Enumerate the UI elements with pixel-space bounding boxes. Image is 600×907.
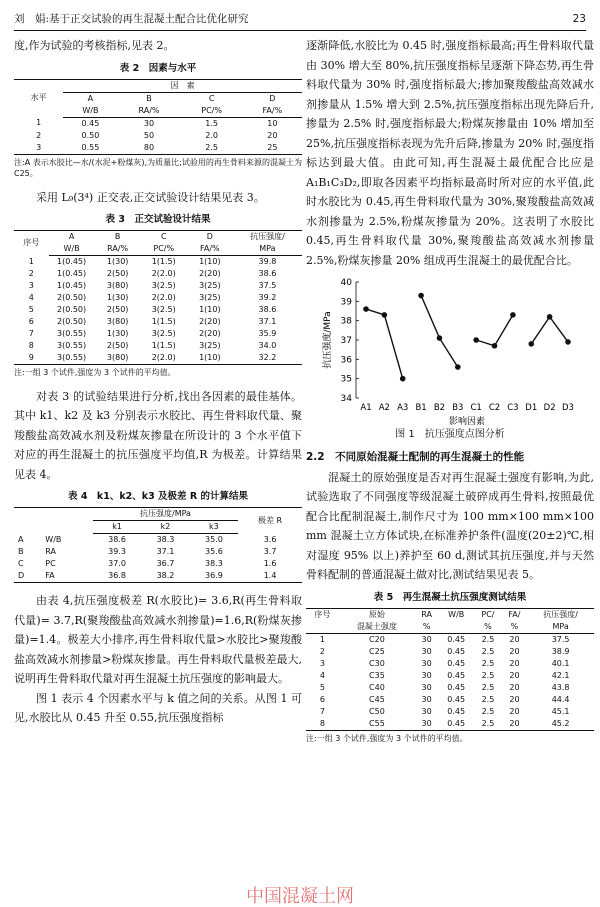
table-row — [306, 706, 594, 718]
table-cell: 38.9 — [551, 646, 570, 656]
level-header: 水平 — [14, 79, 63, 117]
table2-note: 注:A 表示水胶比—水/(水泥+粉煤灰),为质量比;试验用的再生骨料来源的混凝土为 C25。 — [14, 157, 302, 178]
table4-caption: 表 4 k1、k2、k3 及极差 R 的计算结果 — [68, 491, 248, 502]
table-cell: 20 — [502, 718, 528, 731]
running-title: 刘 娟:基于正交试验的再生混凝土配合比优化研究 — [14, 13, 249, 25]
unit-b: RA/% — [118, 105, 181, 118]
right-column — [306, 36, 594, 744]
x-tick-label: A2 — [378, 403, 390, 413]
table5 — [306, 608, 594, 731]
table-cell: 39.2 — [258, 293, 277, 302]
cell: 2 — [36, 130, 42, 140]
y-axis-label: 抗压强度/MPa — [323, 311, 333, 369]
table-cell: 2.5 — [474, 718, 501, 731]
table-cell: D — [14, 570, 41, 583]
table-row — [306, 694, 594, 706]
table-cell: 30 — [421, 694, 432, 704]
table-cell: C55 — [339, 718, 415, 731]
table5-header — [306, 621, 339, 634]
table-cell: 3(2.5) — [151, 281, 176, 290]
table-cell: 3 — [28, 281, 34, 290]
y-tick-label: 34 — [340, 394, 352, 404]
table-cell: 1(1.5) — [151, 257, 176, 266]
cell: 25 — [243, 142, 302, 155]
table-cell: 34.0 — [258, 341, 277, 350]
table-cell: C50 — [369, 706, 385, 716]
k2-header: k2 — [141, 521, 189, 534]
data-point — [418, 293, 424, 299]
table-cell: 30 — [421, 658, 432, 668]
table-cell: 7 — [28, 329, 34, 338]
table-cell: 8 — [28, 341, 34, 350]
table5-header: 抗压强度/ — [527, 608, 594, 621]
x-tick-label: A1 — [360, 403, 372, 413]
cell: 50 — [143, 130, 155, 140]
table-cell: 1(30) — [106, 293, 129, 302]
data-point — [528, 341, 534, 347]
table5-header: 混凝土强度 — [339, 621, 415, 634]
table-cell: 3(80) — [106, 281, 129, 290]
table-row — [14, 117, 302, 130]
table-row — [14, 352, 302, 365]
table-cell: 35.0 — [205, 535, 223, 544]
series-line — [366, 309, 403, 379]
table-cell: 2(50) — [106, 341, 129, 350]
table-row — [306, 682, 594, 694]
table5-header: RA — [415, 608, 438, 621]
table-row — [14, 142, 302, 155]
table-cell: 7 — [319, 706, 325, 716]
table-cell: 36.7 — [156, 559, 175, 568]
table-cell: 1(30) — [106, 329, 129, 338]
table-row — [14, 570, 302, 583]
watermark: 中国混凝土网 — [246, 886, 354, 907]
table-cell: W/B — [45, 534, 62, 544]
table-cell: B — [18, 547, 24, 556]
table3-caption: 表 3 正交试验设计结果 — [105, 214, 211, 225]
table-cell: 1(0.45) — [57, 269, 87, 278]
table-row — [14, 316, 302, 328]
table-row — [306, 646, 594, 658]
x-tick-label: D1 — [525, 403, 538, 413]
factor-c: C — [141, 231, 187, 244]
table-cell: 2(0.50) — [57, 293, 87, 302]
table-cell: 2(20) — [199, 269, 221, 278]
range-header: 极差 R — [238, 508, 302, 534]
table-cell: 36.8 — [93, 570, 141, 583]
table-cell: 4 — [319, 670, 325, 680]
series-line — [531, 317, 568, 344]
table5-header: % — [415, 621, 438, 634]
table-cell: 3(2.5) — [151, 329, 176, 338]
y-tick-label: 37 — [340, 336, 352, 346]
cell: 1 — [36, 118, 42, 128]
table-row — [14, 268, 302, 280]
table-cell: 38.6 — [108, 535, 126, 544]
table-cell: 3(0.55) — [49, 352, 95, 365]
y-tick-label: 39 — [340, 297, 352, 308]
table-cell: 3 — [319, 658, 325, 668]
cell: 1.5 — [205, 118, 218, 128]
factor-a: A — [49, 231, 95, 244]
table-cell: 2.5 — [481, 646, 495, 656]
y-tick-label: 40 — [340, 278, 352, 288]
table-cell: 35.9 — [258, 329, 277, 338]
table-cell: 2.5 — [481, 706, 495, 716]
table-row — [14, 328, 302, 340]
table5-header: 序号 — [306, 608, 339, 621]
table-cell: 2(2.0) — [151, 269, 176, 278]
series-line — [476, 315, 513, 346]
table-cell: 2 — [319, 646, 325, 656]
cell: 30 — [143, 118, 155, 128]
table-row — [14, 558, 302, 570]
table-cell: 2.5 — [481, 658, 495, 668]
table-cell: 30 — [415, 718, 438, 731]
table-cell: 35.6 — [205, 547, 223, 556]
table-cell: 39.3 — [108, 547, 126, 556]
data-point — [565, 339, 571, 345]
table-cell: 39.8 — [258, 257, 277, 266]
table-cell: 0.45 — [447, 658, 466, 668]
table-cell: 0.45 — [447, 694, 466, 704]
table-cell: 45.1 — [551, 706, 570, 716]
paragraph: 由表 4,抗压强度极差 R(水胶比)= 3.6,R(再生骨料取代量)= 3.7,R(聚羧酸盐高效减水剂掺量)=1.6,R(粉煤灰掺量)=1.4。极差大小排序,再生骨料取代量>水胶比>聚羧酸盐高效减水剂掺量>粉煤灰掺量。再生骨料取代量极差最大,说明再生骨料取代量对再生混凝土抗压强度的影响最大。 — [14, 594, 302, 685]
table-cell: 38.2 — [141, 570, 189, 583]
table-cell: 2(20) — [199, 317, 221, 326]
table-row — [14, 534, 302, 547]
factor-d: D — [269, 93, 276, 103]
table-cell: 5 — [319, 682, 325, 692]
table-cell: 3(25) — [199, 341, 221, 350]
paragraph: 图 1 表示 4 个因素水平与 k 值之间的关系。从图 1 可见,水胶比从 0.45 升至 0.55,抗压强度指标 — [14, 691, 302, 724]
table-cell: 30 — [421, 646, 432, 656]
table5-header: MPa — [527, 621, 594, 634]
table-cell: 1 — [28, 256, 34, 266]
table-cell: 30 — [421, 670, 432, 680]
table-cell: 2(2.0) — [151, 293, 176, 302]
strength-unit: MPa — [233, 243, 302, 256]
table-cell: A — [18, 534, 24, 544]
table-cell: 44.4 — [551, 694, 570, 704]
cell: 0.45 — [81, 118, 100, 128]
table-row — [14, 130, 302, 142]
table-cell: 6 — [28, 317, 34, 326]
table-cell: 1(30) — [106, 257, 129, 266]
table5-header: FA/ — [502, 608, 528, 621]
cell: 20 — [267, 130, 278, 140]
data-point — [455, 364, 461, 370]
table-cell: RA — [45, 547, 57, 556]
table-cell: 30 — [421, 706, 432, 716]
table-cell: 37.1 — [156, 547, 175, 556]
y-tick-label: 35 — [340, 374, 352, 385]
table-cell: 3(25) — [199, 293, 221, 302]
table-cell: 20 — [509, 694, 520, 704]
table-row — [14, 292, 302, 304]
table-cell: 20 — [509, 670, 520, 680]
table3-note: 注:一组 3 个试件,强度为 3 个试件的平均值。 — [14, 368, 176, 377]
table-cell: 3(2.5) — [151, 305, 176, 314]
paragraph: 采用 L₉(3⁴) 正交表,正交试验设计结果见表 3。 — [36, 190, 265, 204]
table5-header: % — [474, 621, 501, 634]
table-cell: 36.9 — [190, 570, 238, 583]
table-row — [14, 340, 302, 352]
table-cell: 30 — [421, 682, 432, 692]
table-cell: 2(0.50) — [57, 317, 87, 326]
unit-c: PC/% — [181, 105, 243, 118]
figure-1 — [306, 276, 594, 426]
table-cell: 5 — [28, 305, 34, 314]
paragraph: 逐渐降低,水胶比为 0.45 时,强度指标最高;再生骨料取代量由 30% 增大至 80%,抗压强度指标呈逐渐下降态势,再生骨料取代量为 30% 时,强度指标最大;掺加聚羧酸盐高效减水剂掺量从 1.5% 增大到 2.5%,抗压强度指标出现先降后升,掺量为 2.5% 时,强度指标最大;粉煤灰掺量由 10% 增加至 25%,抗压强度指标表现为先升后降,掺量为 20% 时,强度指标达到最大值。由此可知,再生混凝土最优配合比应是 A₁B₁C₃D₂,即取各因素平均指标最高时所对应的水平值,此时水胶比为 0.45,再生骨料取代量为 30%,聚羧酸盐高效减水剂掺量为 2.5%,粉煤灰掺量为 20%。这表明了水胶比 0.45,再生骨料取代量 30%,聚羧酸盐高效减水剂掺量 2.5%,粉煤灰掺量 20% 组成再生混凝土的最优配合比。 — [306, 39, 594, 267]
table-cell: 1(10) — [199, 305, 221, 314]
strength-header: 抗压强度/MPa — [93, 508, 238, 521]
table5-caption: 表 5 再生混凝土抗压强度测试结果 — [373, 591, 527, 603]
table-cell: 40.1 — [551, 658, 570, 668]
table-cell: 2(20) — [199, 329, 221, 338]
table-cell: 38.6 — [258, 305, 277, 314]
x-tick-label: C1 — [470, 403, 482, 413]
table-cell: 20 — [509, 706, 520, 716]
table-cell: 30 — [421, 634, 432, 644]
table-cell: 0.45 — [447, 634, 466, 644]
page-number: 23 — [572, 13, 586, 25]
table-cell: 3(25) — [199, 281, 221, 290]
table-cell: 0.45 — [447, 706, 466, 716]
table-cell: 45.2 — [527, 718, 594, 731]
table-cell: 32.2 — [233, 352, 302, 365]
y-tick-label: 38 — [340, 316, 352, 327]
table-cell: 20 — [509, 634, 520, 644]
x-tick-label: C3 — [507, 403, 519, 413]
table-row — [14, 304, 302, 316]
section-title: 2.2 不同原始混凝土配制的再生混凝土的性能 — [306, 451, 525, 463]
table-cell: 2(50) — [106, 305, 129, 314]
blank-header — [14, 508, 93, 534]
table-cell: 1.6 — [263, 559, 277, 568]
factor-header: 因 素 — [63, 79, 302, 92]
table-cell: C — [18, 559, 24, 568]
table-cell: 0.45 — [438, 718, 474, 731]
table-cell: 0.45 — [447, 646, 466, 656]
cell: 0.55 — [63, 142, 117, 155]
table-cell: 2(0.50) — [57, 305, 87, 314]
data-point — [510, 312, 516, 318]
table2-caption: 表 2 因素与水平 — [119, 62, 197, 74]
table-cell: 20 — [509, 658, 520, 668]
table-row — [306, 718, 594, 731]
table-cell: 2.5 — [481, 634, 495, 644]
table-cell: C45 — [369, 694, 385, 704]
table5-header: 原始 — [339, 608, 415, 621]
table-cell: 38.3 — [156, 535, 175, 544]
x-tick-label: A3 — [397, 403, 409, 413]
x-tick-label: D3 — [562, 403, 574, 413]
strength-chart — [306, 276, 594, 426]
paragraph: 对表 3 的试验结果进行分析,找出各因素的最佳基体。其中 k1、k2 及 k3 分别表示水胶比、再生骨料取代量、聚羧酸盐高效减水剂及粉煤灰掺量在所设计的 3 个水平值下对应的再生混凝土的抗压强度平均值,R 为极差。计算结果见表 4。 — [14, 389, 302, 481]
table-cell: 37.5 — [551, 634, 570, 644]
k3-header: k3 — [190, 521, 238, 534]
unit-d: FA/% — [187, 243, 233, 256]
factor-d: D — [187, 231, 233, 244]
table-cell: 43.8 — [551, 682, 570, 692]
strength-header: 抗压强度/ — [233, 231, 302, 244]
cell: 2.0 — [205, 130, 218, 140]
x-axis-label: 影响因素 — [448, 417, 486, 426]
x-tick-label: B3 — [452, 403, 464, 413]
x-tick-label: B1 — [415, 403, 427, 413]
x-tick-label: B2 — [433, 403, 446, 413]
intro-text: 度,作为试验的考核指标,见表 2。 — [14, 39, 175, 52]
k1-header: k1 — [93, 521, 141, 534]
table-cell: C20 — [369, 634, 385, 644]
table-cell: 38.6 — [258, 269, 277, 278]
data-point — [382, 312, 388, 318]
factor-b: B — [95, 231, 141, 244]
table-cell: 1(1.5) — [151, 341, 176, 350]
cell: 0.50 — [81, 130, 100, 140]
data-point — [473, 337, 479, 343]
table5-header: % — [502, 621, 528, 634]
table-cell: 2 — [28, 269, 34, 278]
table4 — [14, 507, 302, 583]
table-cell: 8 — [306, 718, 339, 731]
figure-caption: 图 1 抗压强度点图分析 — [395, 429, 505, 440]
x-tick-label: C2 — [488, 403, 501, 413]
table5-note: 注:一组 3 个试件,强度为 3 个试件的平均值。 — [306, 733, 468, 743]
table-cell: 3(0.55) — [57, 341, 87, 350]
table-cell: C40 — [369, 682, 385, 692]
table-cell: 37.0 — [108, 559, 126, 568]
cell: 80 — [118, 142, 181, 155]
data-point — [547, 314, 553, 320]
table-cell: FA — [41, 570, 93, 583]
table-cell: 3.7 — [263, 547, 277, 556]
table-row — [14, 256, 302, 269]
cell: 3 — [14, 142, 63, 155]
table3 — [14, 230, 302, 365]
table5-header: PC/ — [474, 608, 501, 621]
table-cell: 1(0.45) — [57, 281, 87, 290]
table-cell: 3(0.55) — [57, 329, 87, 338]
table-cell: 3.6 — [263, 534, 277, 544]
table-row — [306, 633, 594, 646]
unit-c: PC/% — [141, 243, 187, 256]
table-cell: 38.3 — [205, 559, 223, 568]
table-cell: 0.45 — [447, 682, 466, 692]
table-cell: 1(10) — [199, 257, 221, 266]
table-cell: 3(80) — [95, 352, 141, 365]
table-cell: 1 — [319, 634, 325, 644]
cell: 10 — [267, 118, 278, 128]
table-cell: 0.45 — [447, 670, 466, 680]
table-cell: 1(10) — [187, 352, 233, 365]
cell: 2.5 — [181, 142, 243, 155]
table-row — [306, 670, 594, 682]
table-cell: 6 — [319, 694, 325, 704]
data-point — [363, 306, 369, 312]
table-cell: 42.1 — [551, 670, 570, 680]
table-cell: 4 — [28, 293, 34, 302]
table5-header — [438, 621, 474, 634]
paragraph: 混凝土的原始强度是否对再生混凝土强度有影响,为此,试验选取了不同强度等级混凝土破碎成再生骨料,按照最优配合比配制混凝土,制作尺寸为 100 mm×100 mm×100 mm 混凝土立方体试块,在标准养护条件(温度(20±2)℃,相对湿度 95% 以上)养护至 60 d,测试其抗压强度,并与天然骨料配制的普通混凝土做对比,测试结果见表 5。 — [306, 470, 594, 581]
table-cell: 37.1 — [258, 317, 277, 326]
table-cell: 37.5 — [258, 281, 277, 290]
table-cell: C25 — [369, 646, 385, 656]
num-header: 序号 — [14, 231, 49, 256]
factor-a: A — [87, 93, 94, 103]
table-cell: 20 — [509, 646, 520, 656]
factor-c: C — [208, 93, 215, 103]
unit-d: FA/% — [243, 105, 302, 118]
series-line — [421, 296, 458, 368]
table-cell: PC — [45, 559, 56, 568]
table-cell: 2.5 — [481, 694, 495, 704]
table-row — [14, 546, 302, 558]
table-row — [306, 658, 594, 670]
x-tick-label: D2 — [543, 403, 556, 413]
data-point — [492, 343, 498, 349]
data-point — [437, 335, 443, 341]
table-cell: C30 — [369, 658, 385, 668]
table-cell: 2(50) — [106, 269, 129, 278]
table-cell: 9 — [14, 352, 49, 365]
table-row — [14, 280, 302, 292]
y-tick-label: 36 — [340, 355, 352, 366]
unit-a: W/B — [63, 105, 117, 118]
table2 — [14, 79, 302, 155]
table-cell: C35 — [369, 670, 385, 680]
table-cell: 2(2.0) — [141, 352, 187, 365]
left-column — [14, 36, 302, 728]
table-cell: 1.4 — [238, 570, 302, 583]
table-cell: 2.5 — [481, 670, 495, 680]
table-cell: 1(0.45) — [57, 257, 87, 266]
table-cell: 2.5 — [481, 682, 495, 692]
unit-b: RA/% — [95, 243, 141, 256]
table5-header: W/B — [438, 608, 474, 621]
data-point — [400, 376, 406, 382]
table-cell: 20 — [509, 682, 520, 692]
unit-a: W/B — [49, 243, 95, 256]
page-header — [14, 8, 586, 31]
table-cell: 3(80) — [106, 317, 129, 326]
factor-b: B — [146, 93, 152, 103]
table-cell: 1(1.5) — [151, 317, 176, 326]
